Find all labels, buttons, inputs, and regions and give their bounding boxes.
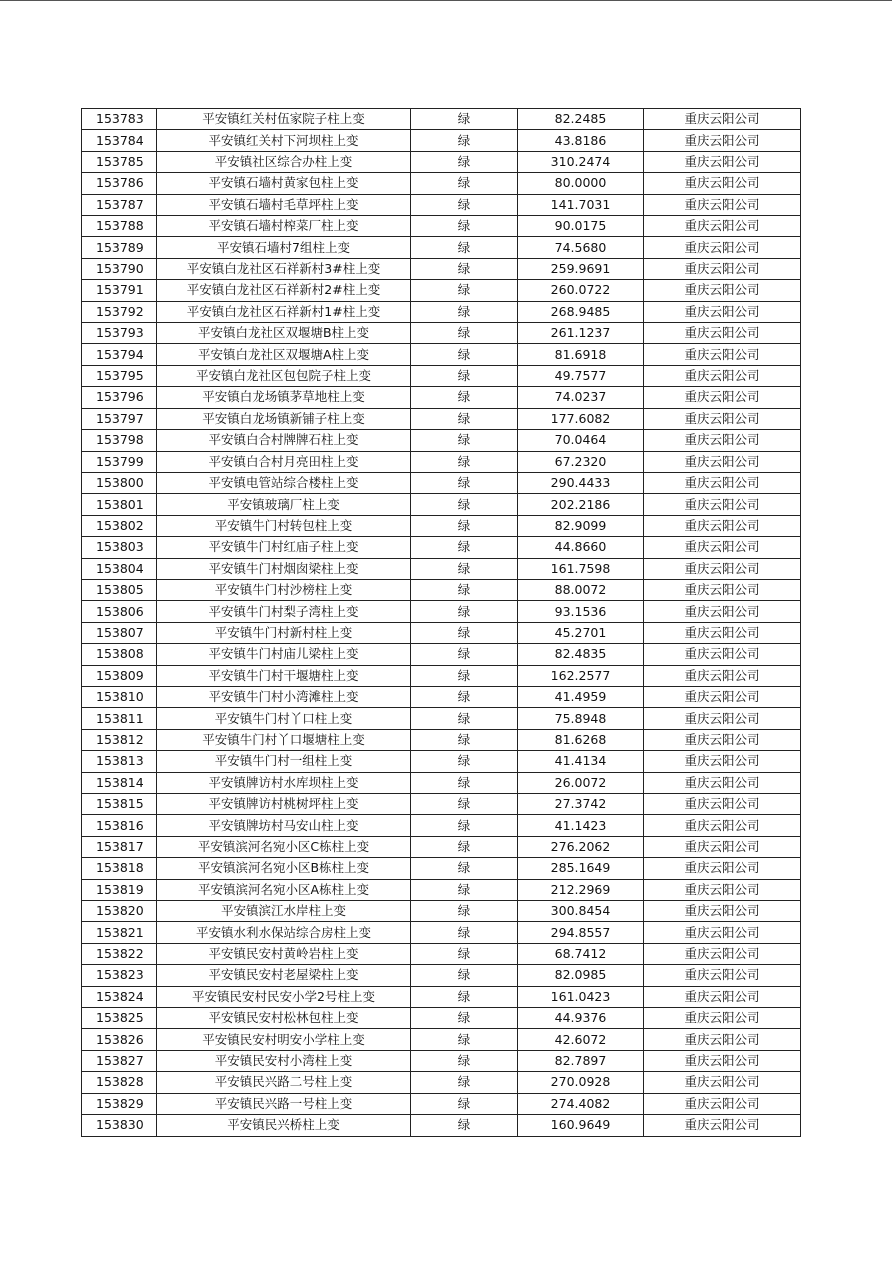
color-label-cell: 绿 bbox=[411, 729, 518, 750]
table-body bbox=[82, 109, 801, 1137]
row-id-cell: 153801 bbox=[82, 494, 157, 515]
table-row bbox=[82, 430, 801, 451]
station-name-cell: 平安镇石墙村榨菜厂柱上变 bbox=[157, 216, 411, 237]
value-cell: 276.2062 bbox=[518, 836, 644, 857]
company-cell: 重庆云阳公司 bbox=[644, 387, 801, 408]
color-label-cell: 绿 bbox=[411, 515, 518, 536]
table-row bbox=[82, 280, 801, 301]
station-name-cell: 平安镇牛门村丫口柱上变 bbox=[157, 708, 411, 729]
value-cell: 44.8660 bbox=[518, 537, 644, 558]
color-label-cell: 绿 bbox=[411, 472, 518, 493]
color-label-cell: 绿 bbox=[411, 622, 518, 643]
row-id-cell: 153818 bbox=[82, 858, 157, 879]
company-cell: 重庆云阳公司 bbox=[644, 237, 801, 258]
color-label-cell: 绿 bbox=[411, 408, 518, 429]
table-row bbox=[82, 558, 801, 579]
station-name-cell: 平安镇民安村小湾柱上变 bbox=[157, 1050, 411, 1071]
value-cell: 162.2577 bbox=[518, 665, 644, 686]
table-row bbox=[82, 365, 801, 386]
color-label-cell: 绿 bbox=[411, 601, 518, 622]
row-id-cell: 153783 bbox=[82, 109, 157, 130]
row-id-cell: 153802 bbox=[82, 515, 157, 536]
station-name-cell: 平安镇白龙社区石祥新村2#柱上变 bbox=[157, 280, 411, 301]
row-id-cell: 153788 bbox=[82, 216, 157, 237]
table-row bbox=[82, 344, 801, 365]
row-id-cell: 153800 bbox=[82, 472, 157, 493]
table-row bbox=[82, 901, 801, 922]
value-cell: 270.0928 bbox=[518, 1072, 644, 1093]
table-row bbox=[82, 130, 801, 151]
table-row bbox=[82, 986, 801, 1007]
color-label-cell: 绿 bbox=[411, 1008, 518, 1029]
table-row bbox=[82, 258, 801, 279]
color-label-cell: 绿 bbox=[411, 451, 518, 472]
table-row bbox=[82, 1072, 801, 1093]
row-id-cell: 153808 bbox=[82, 644, 157, 665]
color-label-cell: 绿 bbox=[411, 344, 518, 365]
value-cell: 27.3742 bbox=[518, 794, 644, 815]
station-name-cell: 平安镇白龙场镇新铺子柱上变 bbox=[157, 408, 411, 429]
station-name-cell: 平安镇牌访村桃树坪柱上变 bbox=[157, 794, 411, 815]
company-cell: 重庆云阳公司 bbox=[644, 1029, 801, 1050]
table-row bbox=[82, 622, 801, 643]
value-cell: 260.0722 bbox=[518, 280, 644, 301]
table-row bbox=[82, 237, 801, 258]
company-cell: 重庆云阳公司 bbox=[644, 751, 801, 772]
station-name-cell: 平安镇牛门村烟囱梁柱上变 bbox=[157, 558, 411, 579]
company-cell: 重庆云阳公司 bbox=[644, 1115, 801, 1136]
color-label-cell: 绿 bbox=[411, 494, 518, 515]
company-cell: 重庆云阳公司 bbox=[644, 494, 801, 515]
station-name-cell: 平安镇民安村老屋梁柱上变 bbox=[157, 965, 411, 986]
color-label-cell: 绿 bbox=[411, 943, 518, 964]
company-cell: 重庆云阳公司 bbox=[644, 472, 801, 493]
station-name-cell: 平安镇玻璃厂柱上变 bbox=[157, 494, 411, 515]
company-cell: 重庆云阳公司 bbox=[644, 408, 801, 429]
row-id-cell: 153803 bbox=[82, 537, 157, 558]
table-row bbox=[82, 1008, 801, 1029]
company-cell: 重庆云阳公司 bbox=[644, 194, 801, 215]
value-cell: 49.7577 bbox=[518, 365, 644, 386]
value-cell: 74.5680 bbox=[518, 237, 644, 258]
color-label-cell: 绿 bbox=[411, 772, 518, 793]
table-row bbox=[82, 472, 801, 493]
transformer-table bbox=[81, 108, 801, 1137]
row-id-cell: 153814 bbox=[82, 772, 157, 793]
value-cell: 259.9691 bbox=[518, 258, 644, 279]
table-row bbox=[82, 836, 801, 857]
value-cell: 90.0175 bbox=[518, 216, 644, 237]
company-cell: 重庆云阳公司 bbox=[644, 258, 801, 279]
color-label-cell: 绿 bbox=[411, 194, 518, 215]
value-cell: 42.6072 bbox=[518, 1029, 644, 1050]
color-label-cell: 绿 bbox=[411, 387, 518, 408]
color-label-cell: 绿 bbox=[411, 280, 518, 301]
value-cell: 300.8454 bbox=[518, 901, 644, 922]
table-row bbox=[82, 1115, 801, 1136]
station-name-cell: 平安镇水利水保站综合房柱上变 bbox=[157, 922, 411, 943]
value-cell: 88.0072 bbox=[518, 579, 644, 600]
company-cell: 重庆云阳公司 bbox=[644, 130, 801, 151]
company-cell: 重庆云阳公司 bbox=[644, 1072, 801, 1093]
color-label-cell: 绿 bbox=[411, 815, 518, 836]
table-row bbox=[82, 173, 801, 194]
station-name-cell: 平安镇石墙村7组柱上变 bbox=[157, 237, 411, 258]
color-label-cell: 绿 bbox=[411, 258, 518, 279]
value-cell: 294.8557 bbox=[518, 922, 644, 943]
color-label-cell: 绿 bbox=[411, 1029, 518, 1050]
station-name-cell: 平安镇滨江水岸柱上变 bbox=[157, 901, 411, 922]
color-label-cell: 绿 bbox=[411, 151, 518, 172]
row-id-cell: 153819 bbox=[82, 879, 157, 900]
table-row bbox=[82, 216, 801, 237]
station-name-cell: 平安镇民安村松林包柱上变 bbox=[157, 1008, 411, 1029]
company-cell: 重庆云阳公司 bbox=[644, 301, 801, 322]
company-cell: 重庆云阳公司 bbox=[644, 109, 801, 130]
row-id-cell: 153807 bbox=[82, 622, 157, 643]
color-label-cell: 绿 bbox=[411, 836, 518, 857]
row-id-cell: 153822 bbox=[82, 943, 157, 964]
company-cell: 重庆云阳公司 bbox=[644, 537, 801, 558]
table-row bbox=[82, 301, 801, 322]
value-cell: 41.1423 bbox=[518, 815, 644, 836]
station-name-cell: 平安镇民安村民安小学2号柱上变 bbox=[157, 986, 411, 1007]
station-name-cell: 平安镇白龙场镇茅草地柱上变 bbox=[157, 387, 411, 408]
station-name-cell: 平安镇红关村伍家院子柱上变 bbox=[157, 109, 411, 130]
row-id-cell: 153806 bbox=[82, 601, 157, 622]
station-name-cell: 平安镇民兴路一号柱上变 bbox=[157, 1093, 411, 1114]
value-cell: 82.0985 bbox=[518, 965, 644, 986]
value-cell: 81.6918 bbox=[518, 344, 644, 365]
table-row bbox=[82, 387, 801, 408]
row-id-cell: 153813 bbox=[82, 751, 157, 772]
station-name-cell: 平安镇社区综合办柱上变 bbox=[157, 151, 411, 172]
value-cell: 81.6268 bbox=[518, 729, 644, 750]
company-cell: 重庆云阳公司 bbox=[644, 901, 801, 922]
station-name-cell: 平安镇红关村下河坝柱上变 bbox=[157, 130, 411, 151]
value-cell: 141.7031 bbox=[518, 194, 644, 215]
table-row bbox=[82, 815, 801, 836]
row-id-cell: 153826 bbox=[82, 1029, 157, 1050]
table-row bbox=[82, 665, 801, 686]
table-row bbox=[82, 1093, 801, 1114]
row-id-cell: 153785 bbox=[82, 151, 157, 172]
table-row bbox=[82, 794, 801, 815]
station-name-cell: 平安镇牛门村新村柱上变 bbox=[157, 622, 411, 643]
value-cell: 45.2701 bbox=[518, 622, 644, 643]
company-cell: 重庆云阳公司 bbox=[644, 173, 801, 194]
table-row bbox=[82, 194, 801, 215]
row-id-cell: 153795 bbox=[82, 365, 157, 386]
color-label-cell: 绿 bbox=[411, 879, 518, 900]
table-row bbox=[82, 965, 801, 986]
row-id-cell: 153817 bbox=[82, 836, 157, 857]
company-cell: 重庆云阳公司 bbox=[644, 943, 801, 964]
company-cell: 重庆云阳公司 bbox=[644, 644, 801, 665]
row-id-cell: 153787 bbox=[82, 194, 157, 215]
value-cell: 74.0237 bbox=[518, 387, 644, 408]
station-name-cell: 平安镇白龙社区双堰塘A柱上变 bbox=[157, 344, 411, 365]
row-id-cell: 153829 bbox=[82, 1093, 157, 1114]
value-cell: 44.9376 bbox=[518, 1008, 644, 1029]
row-id-cell: 153798 bbox=[82, 430, 157, 451]
value-cell: 212.2969 bbox=[518, 879, 644, 900]
company-cell: 重庆云阳公司 bbox=[644, 280, 801, 301]
value-cell: 26.0072 bbox=[518, 772, 644, 793]
color-label-cell: 绿 bbox=[411, 751, 518, 772]
row-id-cell: 153824 bbox=[82, 986, 157, 1007]
color-label-cell: 绿 bbox=[411, 708, 518, 729]
table-row bbox=[82, 451, 801, 472]
company-cell: 重庆云阳公司 bbox=[644, 515, 801, 536]
company-cell: 重庆云阳公司 bbox=[644, 729, 801, 750]
value-cell: 285.1649 bbox=[518, 858, 644, 879]
row-id-cell: 153784 bbox=[82, 130, 157, 151]
row-id-cell: 153796 bbox=[82, 387, 157, 408]
value-cell: 67.2320 bbox=[518, 451, 644, 472]
row-id-cell: 153830 bbox=[82, 1115, 157, 1136]
color-label-cell: 绿 bbox=[411, 173, 518, 194]
color-label-cell: 绿 bbox=[411, 686, 518, 707]
table-row bbox=[82, 772, 801, 793]
color-label-cell: 绿 bbox=[411, 965, 518, 986]
row-id-cell: 153786 bbox=[82, 173, 157, 194]
row-id-cell: 153799 bbox=[82, 451, 157, 472]
station-name-cell: 平安镇民安村黄岭岩柱上变 bbox=[157, 943, 411, 964]
station-name-cell: 平安镇石墙村黄家包柱上变 bbox=[157, 173, 411, 194]
value-cell: 93.1536 bbox=[518, 601, 644, 622]
table-row bbox=[82, 601, 801, 622]
station-name-cell: 平安镇牛门村一组柱上变 bbox=[157, 751, 411, 772]
color-label-cell: 绿 bbox=[411, 986, 518, 1007]
company-cell: 重庆云阳公司 bbox=[644, 558, 801, 579]
station-name-cell: 平安镇民兴桥柱上变 bbox=[157, 1115, 411, 1136]
color-label-cell: 绿 bbox=[411, 237, 518, 258]
station-name-cell: 平安镇滨河名宛小区A栋柱上变 bbox=[157, 879, 411, 900]
table-row bbox=[82, 1050, 801, 1071]
station-name-cell: 平安镇民安村明安小学柱上变 bbox=[157, 1029, 411, 1050]
table-row bbox=[82, 109, 801, 130]
row-id-cell: 153820 bbox=[82, 901, 157, 922]
value-cell: 161.0423 bbox=[518, 986, 644, 1007]
company-cell: 重庆云阳公司 bbox=[644, 879, 801, 900]
row-id-cell: 153811 bbox=[82, 708, 157, 729]
row-id-cell: 153789 bbox=[82, 237, 157, 258]
table-row bbox=[82, 1029, 801, 1050]
row-id-cell: 153790 bbox=[82, 258, 157, 279]
station-name-cell: 平安镇牛门村庙儿梁柱上变 bbox=[157, 644, 411, 665]
value-cell: 310.2474 bbox=[518, 151, 644, 172]
color-label-cell: 绿 bbox=[411, 216, 518, 237]
company-cell: 重庆云阳公司 bbox=[644, 772, 801, 793]
row-id-cell: 153791 bbox=[82, 280, 157, 301]
company-cell: 重庆云阳公司 bbox=[644, 686, 801, 707]
color-label-cell: 绿 bbox=[411, 430, 518, 451]
table-row bbox=[82, 686, 801, 707]
row-id-cell: 153792 bbox=[82, 301, 157, 322]
station-name-cell: 平安镇石墙村毛草坪柱上变 bbox=[157, 194, 411, 215]
row-id-cell: 153812 bbox=[82, 729, 157, 750]
color-label-cell: 绿 bbox=[411, 1072, 518, 1093]
value-cell: 202.2186 bbox=[518, 494, 644, 515]
company-cell: 重庆云阳公司 bbox=[644, 922, 801, 943]
value-cell: 290.4433 bbox=[518, 472, 644, 493]
station-name-cell: 平安镇牛门村沙榜柱上变 bbox=[157, 579, 411, 600]
table-row bbox=[82, 922, 801, 943]
row-id-cell: 153815 bbox=[82, 794, 157, 815]
color-label-cell: 绿 bbox=[411, 558, 518, 579]
station-name-cell: 平安镇民兴路二号柱上变 bbox=[157, 1072, 411, 1093]
station-name-cell: 平安镇白合村月亮田柱上变 bbox=[157, 451, 411, 472]
company-cell: 重庆云阳公司 bbox=[644, 151, 801, 172]
color-label-cell: 绿 bbox=[411, 301, 518, 322]
station-name-cell: 平安镇牛门村小湾滩柱上变 bbox=[157, 686, 411, 707]
station-name-cell: 平安镇牛门村丫口堰塘柱上变 bbox=[157, 729, 411, 750]
station-name-cell: 平安镇白龙社区石祥新村3#柱上变 bbox=[157, 258, 411, 279]
value-cell: 82.7897 bbox=[518, 1050, 644, 1071]
value-cell: 68.7412 bbox=[518, 943, 644, 964]
station-name-cell: 平安镇牌访村水库坝柱上变 bbox=[157, 772, 411, 793]
value-cell: 160.9649 bbox=[518, 1115, 644, 1136]
value-cell: 161.7598 bbox=[518, 558, 644, 579]
value-cell: 41.4134 bbox=[518, 751, 644, 772]
table-row bbox=[82, 858, 801, 879]
color-label-cell: 绿 bbox=[411, 579, 518, 600]
company-cell: 重庆云阳公司 bbox=[644, 794, 801, 815]
value-cell: 261.1237 bbox=[518, 323, 644, 344]
value-cell: 80.0000 bbox=[518, 173, 644, 194]
color-label-cell: 绿 bbox=[411, 665, 518, 686]
company-cell: 重庆云阳公司 bbox=[644, 622, 801, 643]
company-cell: 重庆云阳公司 bbox=[644, 708, 801, 729]
color-label-cell: 绿 bbox=[411, 1093, 518, 1114]
row-id-cell: 153823 bbox=[82, 965, 157, 986]
row-id-cell: 153810 bbox=[82, 686, 157, 707]
station-name-cell: 平安镇白合村牌牌石柱上变 bbox=[157, 430, 411, 451]
company-cell: 重庆云阳公司 bbox=[644, 965, 801, 986]
row-id-cell: 153809 bbox=[82, 665, 157, 686]
station-name-cell: 平安镇滨河名宛小区C栋柱上变 bbox=[157, 836, 411, 857]
table-row bbox=[82, 729, 801, 750]
value-cell: 177.6082 bbox=[518, 408, 644, 429]
row-id-cell: 153793 bbox=[82, 323, 157, 344]
row-id-cell: 153827 bbox=[82, 1050, 157, 1071]
page-top-border bbox=[0, 0, 892, 1]
company-cell: 重庆云阳公司 bbox=[644, 836, 801, 857]
color-label-cell: 绿 bbox=[411, 644, 518, 665]
company-cell: 重庆云阳公司 bbox=[644, 815, 801, 836]
color-label-cell: 绿 bbox=[411, 901, 518, 922]
company-cell: 重庆云阳公司 bbox=[644, 665, 801, 686]
value-cell: 75.8948 bbox=[518, 708, 644, 729]
color-label-cell: 绿 bbox=[411, 537, 518, 558]
station-name-cell: 平安镇滨河名宛小区B栋柱上变 bbox=[157, 858, 411, 879]
value-cell: 82.4835 bbox=[518, 644, 644, 665]
color-label-cell: 绿 bbox=[411, 794, 518, 815]
value-cell: 274.4082 bbox=[518, 1093, 644, 1114]
station-name-cell: 平安镇牛门村干堰塘柱上变 bbox=[157, 665, 411, 686]
station-name-cell: 平安镇牛门村转包柱上变 bbox=[157, 515, 411, 536]
station-name-cell: 平安镇电管站综合楼柱上变 bbox=[157, 472, 411, 493]
table-row bbox=[82, 151, 801, 172]
table-row bbox=[82, 943, 801, 964]
row-id-cell: 153804 bbox=[82, 558, 157, 579]
company-cell: 重庆云阳公司 bbox=[644, 216, 801, 237]
table-row bbox=[82, 644, 801, 665]
value-cell: 82.2485 bbox=[518, 109, 644, 130]
station-name-cell: 平安镇牌坊村马安山柱上变 bbox=[157, 815, 411, 836]
company-cell: 重庆云阳公司 bbox=[644, 365, 801, 386]
row-id-cell: 153794 bbox=[82, 344, 157, 365]
row-id-cell: 153825 bbox=[82, 1008, 157, 1029]
station-name-cell: 平安镇白龙社区石祥新村1#柱上变 bbox=[157, 301, 411, 322]
table-row bbox=[82, 579, 801, 600]
company-cell: 重庆云阳公司 bbox=[644, 601, 801, 622]
station-name-cell: 平安镇白龙社区双堰塘B柱上变 bbox=[157, 323, 411, 344]
row-id-cell: 153816 bbox=[82, 815, 157, 836]
color-label-cell: 绿 bbox=[411, 1050, 518, 1071]
company-cell: 重庆云阳公司 bbox=[644, 430, 801, 451]
station-name-cell: 平安镇白龙社区包包院子柱上变 bbox=[157, 365, 411, 386]
company-cell: 重庆云阳公司 bbox=[644, 1093, 801, 1114]
row-id-cell: 153828 bbox=[82, 1072, 157, 1093]
color-label-cell: 绿 bbox=[411, 130, 518, 151]
company-cell: 重庆云阳公司 bbox=[644, 858, 801, 879]
table-row bbox=[82, 879, 801, 900]
value-cell: 268.9485 bbox=[518, 301, 644, 322]
row-id-cell: 153821 bbox=[82, 922, 157, 943]
station-name-cell: 平安镇牛门村红庙子柱上变 bbox=[157, 537, 411, 558]
table-row bbox=[82, 323, 801, 344]
value-cell: 70.0464 bbox=[518, 430, 644, 451]
color-label-cell: 绿 bbox=[411, 922, 518, 943]
color-label-cell: 绿 bbox=[411, 365, 518, 386]
table-row bbox=[82, 494, 801, 515]
table-row bbox=[82, 708, 801, 729]
table-row bbox=[82, 408, 801, 429]
company-cell: 重庆云阳公司 bbox=[644, 1008, 801, 1029]
station-name-cell: 平安镇牛门村梨子湾柱上变 bbox=[157, 601, 411, 622]
company-cell: 重庆云阳公司 bbox=[644, 579, 801, 600]
company-cell: 重庆云阳公司 bbox=[644, 451, 801, 472]
company-cell: 重庆云阳公司 bbox=[644, 1050, 801, 1071]
value-cell: 43.8186 bbox=[518, 130, 644, 151]
color-label-cell: 绿 bbox=[411, 323, 518, 344]
row-id-cell: 153797 bbox=[82, 408, 157, 429]
row-id-cell: 153805 bbox=[82, 579, 157, 600]
company-cell: 重庆云阳公司 bbox=[644, 986, 801, 1007]
table-row bbox=[82, 515, 801, 536]
value-cell: 41.4959 bbox=[518, 686, 644, 707]
color-label-cell: 绿 bbox=[411, 858, 518, 879]
table-row bbox=[82, 537, 801, 558]
color-label-cell: 绿 bbox=[411, 1115, 518, 1136]
value-cell: 82.9099 bbox=[518, 515, 644, 536]
company-cell: 重庆云阳公司 bbox=[644, 344, 801, 365]
company-cell: 重庆云阳公司 bbox=[644, 323, 801, 344]
color-label-cell: 绿 bbox=[411, 109, 518, 130]
table-row bbox=[82, 751, 801, 772]
